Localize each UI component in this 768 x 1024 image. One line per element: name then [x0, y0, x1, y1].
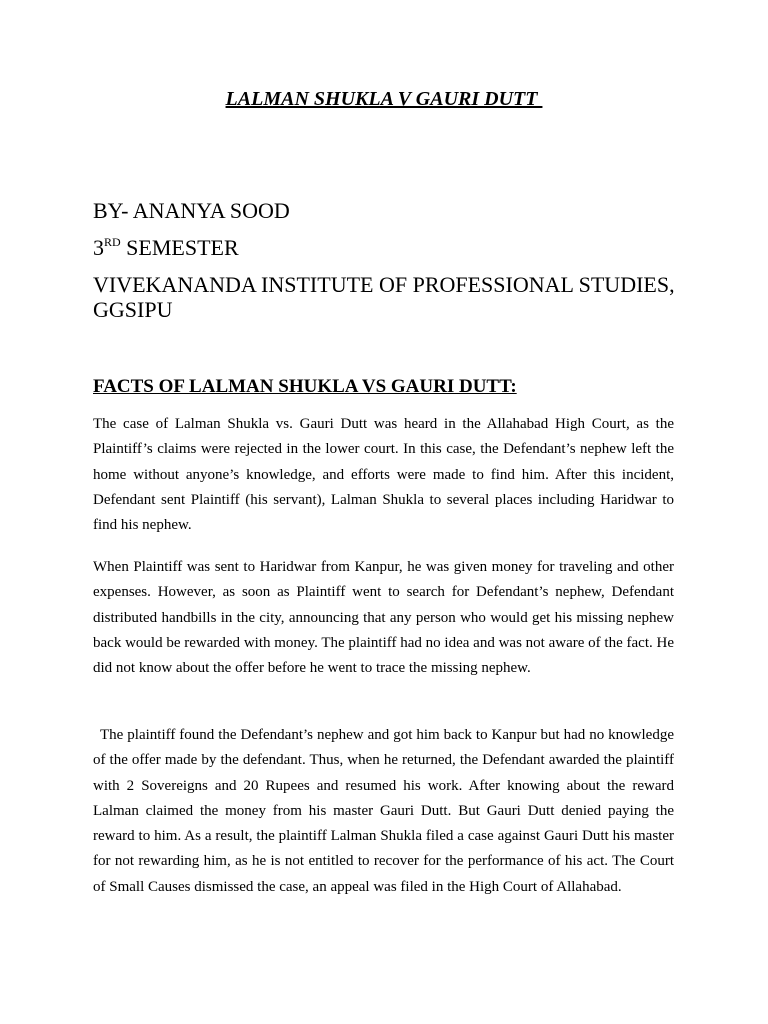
institute-line: VIVEKANANDA INSTITUTE OF PROFESSIONAL STUDIES, GGSIPU [93, 272, 675, 322]
semester-line [93, 235, 683, 260]
semester-superscript: RD [104, 235, 121, 249]
section-heading: FACTS OF LALMAN SHUKLA VS GAURI DUTT: [93, 376, 517, 397]
semester-word: SEMESTER [120, 235, 239, 260]
paragraph-2: When Plaintiff was sent to Haridwar from Kanpur, he was given money for traveling and other expenses. However, as soon as Plaintiff went to search for Defendant’s nephew, Defendant distributed handbills in the city, announcing that any person who would get his missing nephew back would be rewarded with money. The plaintiff had no idea and was not aware of the fact. He did not know about the offer before he went to trace the missing nephew. [93, 559, 674, 677]
author-line: BY- ANANYA SOOD [93, 198, 290, 223]
paragraph-3: The plaintiff found the Defendant’s nephew and got him back to Kanpur but had no knowledge of the offer made by the defendant. Thus, when he returned, the Defendant awarded the plaintiff with 2 Sovereigns and 20 Rupees and resumed his work. After knowing about the reward Lalman claimed the money from his master Gauri Dutt. But Gauri Dutt denied paying the reward to him. As a result, the plaintiff Lalman Shukla filed a case against Gauri Dutt his master for not rewarding him, as he is not entitled to recover for the performance of his act. The Court of Small Causes dismissed the case, an appeal was filed in the High Court of Allahabad. [93, 727, 674, 895]
semester-number: 3 [93, 235, 104, 260]
paragraph-1: The case of Lalman Shukla vs. Gauri Dutt was heard in the Allahabad High Court, as the Plaintiff’s claims were rejected in the lower court. In this case, the Defendant’s nephew left the home without anyone’s knowledge, and efforts were made to find him. After this incident, Defendant sent Plaintiff (his servant), Lalman Shukla to several places including Haridwar to find his nephew. [93, 416, 674, 534]
author-block [93, 198, 683, 322]
document-title: LALMAN SHUKLA V GAURI DUTT [225, 88, 543, 110]
